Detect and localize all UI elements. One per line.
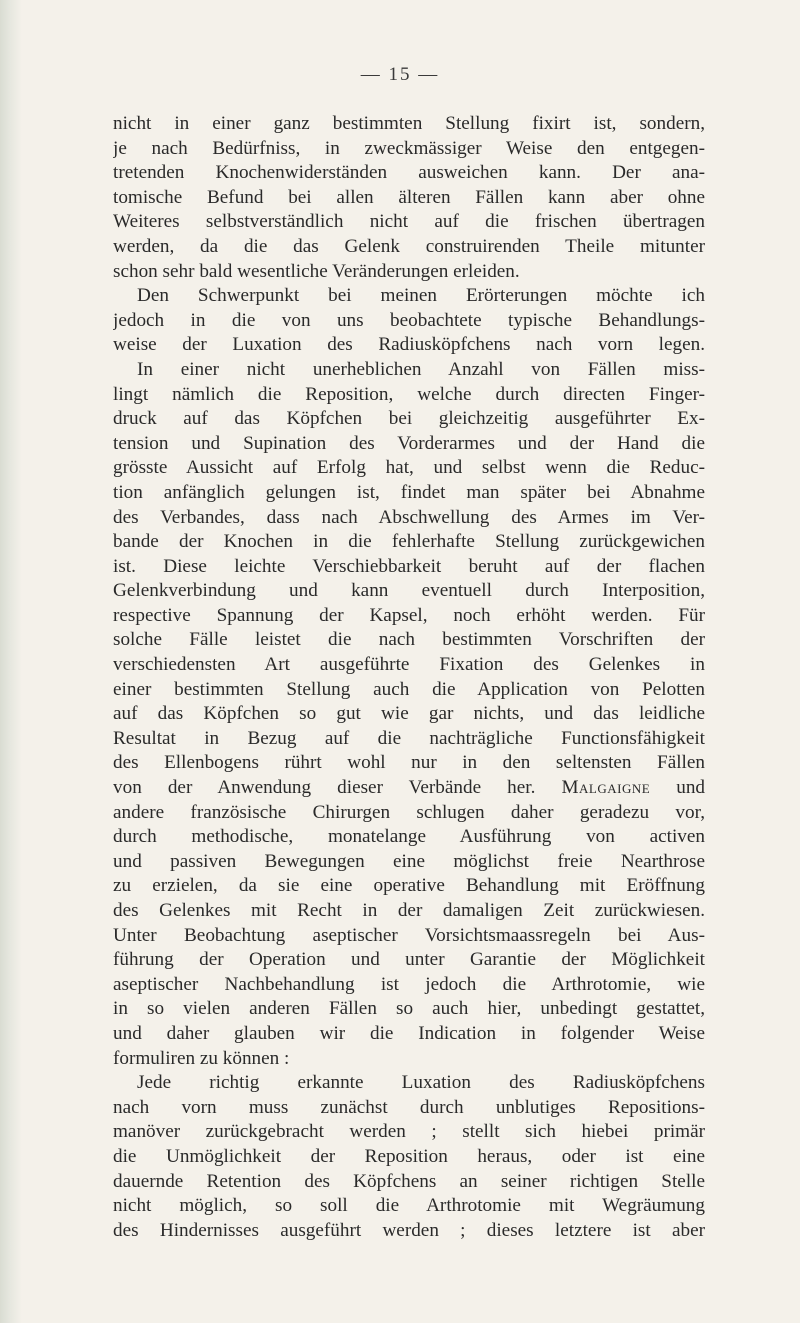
text-line: andere französische Chirurgen schlugen daher geradezu vor, xyxy=(113,801,705,823)
text-line: des Hindernisses ausgeführt werden ; dieses letztere ist aber xyxy=(113,1219,705,1241)
text-line: auf das Köpfchen so gut wie gar nichts, und das leidliche xyxy=(113,703,705,725)
text-line: des Ellenbogens rührt wohl nur in den seltensten Fällen xyxy=(113,752,705,774)
text-line: aseptischer Nachbehandlung ist jedoch die Arthrotomie, wie xyxy=(113,973,705,995)
text-line: lingt nämlich die Reposition, welche durch directen Finger- xyxy=(113,383,705,405)
text-line: formuliren zu können : xyxy=(113,1047,290,1069)
text-line: jedoch in die von uns beobachtete typische Behandlungs- xyxy=(113,309,705,331)
text-line: zu erzielen, da sie eine operative Behandlung mit Eröffnung xyxy=(113,875,705,897)
text-line: schon sehr bald wesentliche Veränderungen erleiden. xyxy=(113,260,520,282)
text-line: druck auf das Köpfchen bei gleichzeitig ausgeführter Ex- xyxy=(113,408,705,430)
author-name-smallcaps: Malgaigne xyxy=(561,777,651,799)
text-line: tretenden Knochenwiderständen ausweichen kann. Der ana- xyxy=(113,162,705,184)
text-line: Unter Beobachtung aseptischer Vorsichtsmaassregeln bei Aus- xyxy=(113,924,705,946)
text-line: führung der Operation und unter Garantie der Möglichkeit xyxy=(113,949,705,971)
text-line: verschiedensten Art ausgeführte Fixation des Gelenkes in xyxy=(113,654,705,676)
text-line: durch methodische, monatelange Ausführung von activen xyxy=(113,826,705,848)
text-line: nicht in einer ganz bestimmten Stellung fixirt ist, sondern, xyxy=(113,113,705,134)
text-line: werden, da die das Gelenk construirenden Theile mitunter xyxy=(113,235,705,257)
text-line: In einer nicht unerheblichen Anzahl von Fällen miss- xyxy=(137,358,705,380)
text-line: respective Spannung der Kapsel, noch erhöht werden. Für xyxy=(113,604,705,626)
text-line: Den Schwerpunkt bei meinen Erörterungen möchte ich xyxy=(137,285,705,307)
text-line: Weiteres selbstverständlich nicht auf die frischen übertragen xyxy=(113,211,705,233)
text-line: nach vorn muss zunächst durch unblutiges Repositions- xyxy=(113,1096,705,1118)
text-line: einer bestimmten Stellung auch die Application von Pelotten xyxy=(113,678,705,700)
text-line: tomische Befund bei allen älteren Fällen kann aber ohne xyxy=(113,186,705,208)
text-line: von der Anwendung dieser Verbände her. Malgaigne und xyxy=(113,777,705,799)
text-line: dauernde Retention des Köpfchens an seiner richtigen Stelle xyxy=(113,1170,705,1192)
text-line: weise der Luxation des Radiusköpfchens nach vorn legen. xyxy=(113,334,705,356)
text-line: nicht möglich, so soll die Arthrotomie mit Wegräumung xyxy=(113,1195,705,1217)
text-line: ist. Diese leichte Verschiebbarkeit beruht auf der flachen xyxy=(113,555,705,577)
text-line: und daher glauben wir die Indication in folgender Weise xyxy=(113,1022,705,1044)
text-line: Jede richtig erkannte Luxation des Radiusköpfchens xyxy=(137,1072,705,1094)
text-line: solche Fälle leistet die nach bestimmten Vorschriften der xyxy=(113,629,705,651)
page-number: — 15 — xyxy=(360,64,440,85)
text-line: tion anfänglich gelungen ist, findet man später bei Abnahme xyxy=(113,481,705,503)
text-line: Resultat in Bezug auf die nachträgliche Functionsfähigkeit xyxy=(113,727,705,749)
body-text xyxy=(113,112,705,1243)
text-line: und passiven Bewegungen eine möglichst freie Nearthrose xyxy=(113,850,705,872)
text-line: Gelenkverbindung und kann eventuell durch Interposition, xyxy=(113,580,705,602)
text-line: bande der Knochen in die fehlerhafte Stellung zurückgewichen xyxy=(113,531,705,553)
text-line: des Gelenkes mit Recht in der damaligen Zeit zurückwiesen. xyxy=(113,900,705,921)
text-line: die Unmöglichkeit der Reposition heraus, oder ist eine xyxy=(113,1145,705,1167)
text-line: grösste Aussicht auf Erfolg hat, und selbst wenn die Reduc- xyxy=(113,457,705,479)
text-line: manöver zurückgebracht werden ; stellt sich hiebei primär xyxy=(113,1121,705,1143)
text-line: des Verbandes, dass nach Abschwellung des Armes im Ver- xyxy=(113,506,705,528)
text-line: je nach Bedürfniss, in zweckmässiger Weise den entgegen- xyxy=(113,137,705,159)
text-line: in so vielen anderen Fällen so auch hier, unbedingt gestattet, xyxy=(113,998,705,1020)
text-line: tension und Supination des Vorderarmes und der Hand die xyxy=(113,432,705,454)
